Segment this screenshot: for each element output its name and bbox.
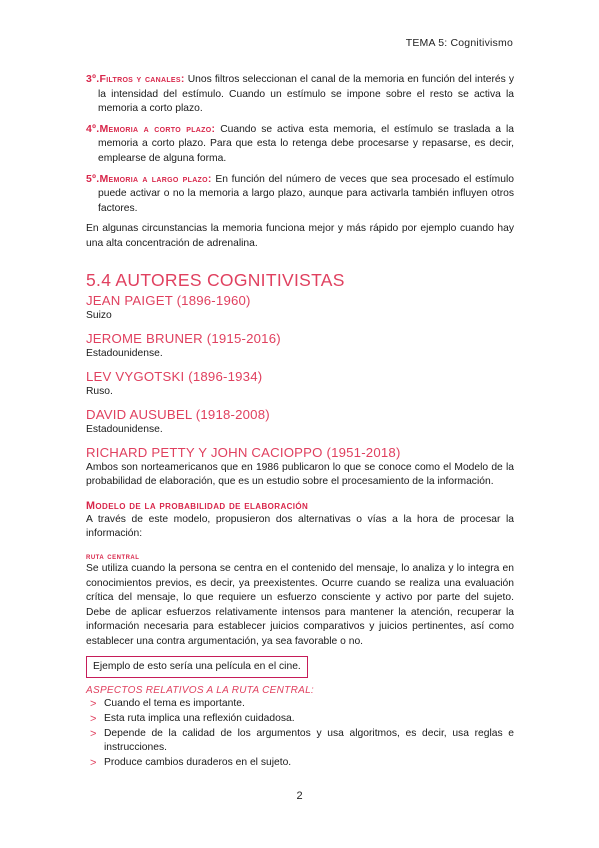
chevron-right-icon: > [90,713,97,726]
author-description: Estadounidense. [86,423,163,435]
list-item: > Produce cambios duraderos en el sujeto. [90,756,292,769]
adrenaline-note: En algunas circunstancias la memoria funciona mejor y más rápido por ejemplo cuando hay una alta concentración de adrenalina. [86,223,514,249]
memory-item-lead: 5º.Memoria a largo plazo: [86,172,212,185]
memory-item-short-term [86,122,514,167]
ruta-central-text: Se utiliza cuando la persona se centra en el contenido del mensaje, lo analiza y lo integra en conocimientos previos, es decir, ya preexistentes. Ocurre cuando se realiza una evaluación crítica del mensaje, lo que requiere un esfuerzo consciente y activo por parte del sujeto. Debe de aplicar esfuerzos relativamente intensos para mantener la atención, recuperar la información necesaria para establecer juicios comparativos y juicios pertinentes, así como establecer una contra argumentación, ya sea favorable o no. [86,562,514,647]
memory-item-text: Cuando se activa esta memoria, el estímulo se traslada a la memoria a corto plazo. Para que esta lo retenga debe procesarse y repasarse, es decir, emplearse de alguna forma. [98,123,514,164]
memory-item-lead: 4º.Memoria a corto plazo: [86,122,216,135]
section-title: 5.4 AUTORES COGNITIVISTAS [86,269,345,290]
author-name: JEAN PAIGET (1896-1960) [86,292,251,308]
aspects-title: ASPECTOS RELATIVOS A LA RUTA CENTRAL: [86,685,315,697]
author-description: Ruso. [86,385,113,397]
author-description: Ambos son norteamericanos que en 1986 publicaron lo que se conoce como el Modelo de la probabilidad de elaboración, que es un estudio sobre el procesamiento de la información. [86,461,514,488]
author-description: Estadounidense. [86,347,163,359]
model-intro: A través de este modelo, propusieron dos alternativas o vías a la hora de procesar la información: [86,513,514,540]
author-name: JEROME BRUNER (1915-2016) [86,330,281,346]
chevron-right-icon: > [90,727,97,740]
list-item: > Depende de la calidad de los argumentos y usa algoritmos, es decir, usa reglas e instrucciones. [90,727,514,754]
memory-item-text: Unos filtros seleccionan el canal de la memoria en función del interés y la intensidad del estímulo. Cuando un estímulo se impone sobre el resto se activa la memoria a corto plazo. [98,74,514,115]
memory-item-text: En función del número de veces que sea procesado el estímulo puede activar o no la memoria a largo plazo, aunque para activarla también influyen otros factores. [98,173,514,214]
memory-item-filters [86,72,514,117]
list-item: > Esta ruta implica una reflexión cuidadosa. [90,713,295,726]
model-title: Modelo de la probabilidad de elaboración [86,499,309,512]
author-name: DAVID AUSUBEL (1918-2008) [86,406,270,422]
ruta-central-title: ruta central [86,550,140,561]
page-content [86,72,514,770]
memory-item-long-term [86,172,514,217]
author-name: LEV VYGOTSKI (1896-1934) [86,368,263,384]
chevron-right-icon: > [90,698,97,711]
example-box: Ejemplo de esto sería una película en el cine. [86,656,308,678]
author-name: RICHARD PETTY Y JOHN CACIOPPO (1951-2018) [86,444,401,460]
aspects-list [86,697,514,770]
running-header: TEMA 5: Cognitivismo [405,37,513,49]
memory-item-lead: 3º.Filtros y canales: [86,73,185,85]
chevron-right-icon: > [90,756,97,769]
author-description: Suizo [86,309,112,321]
page-number: 2 [296,790,303,802]
list-item: > Cuando el tema es importante. [90,698,245,711]
